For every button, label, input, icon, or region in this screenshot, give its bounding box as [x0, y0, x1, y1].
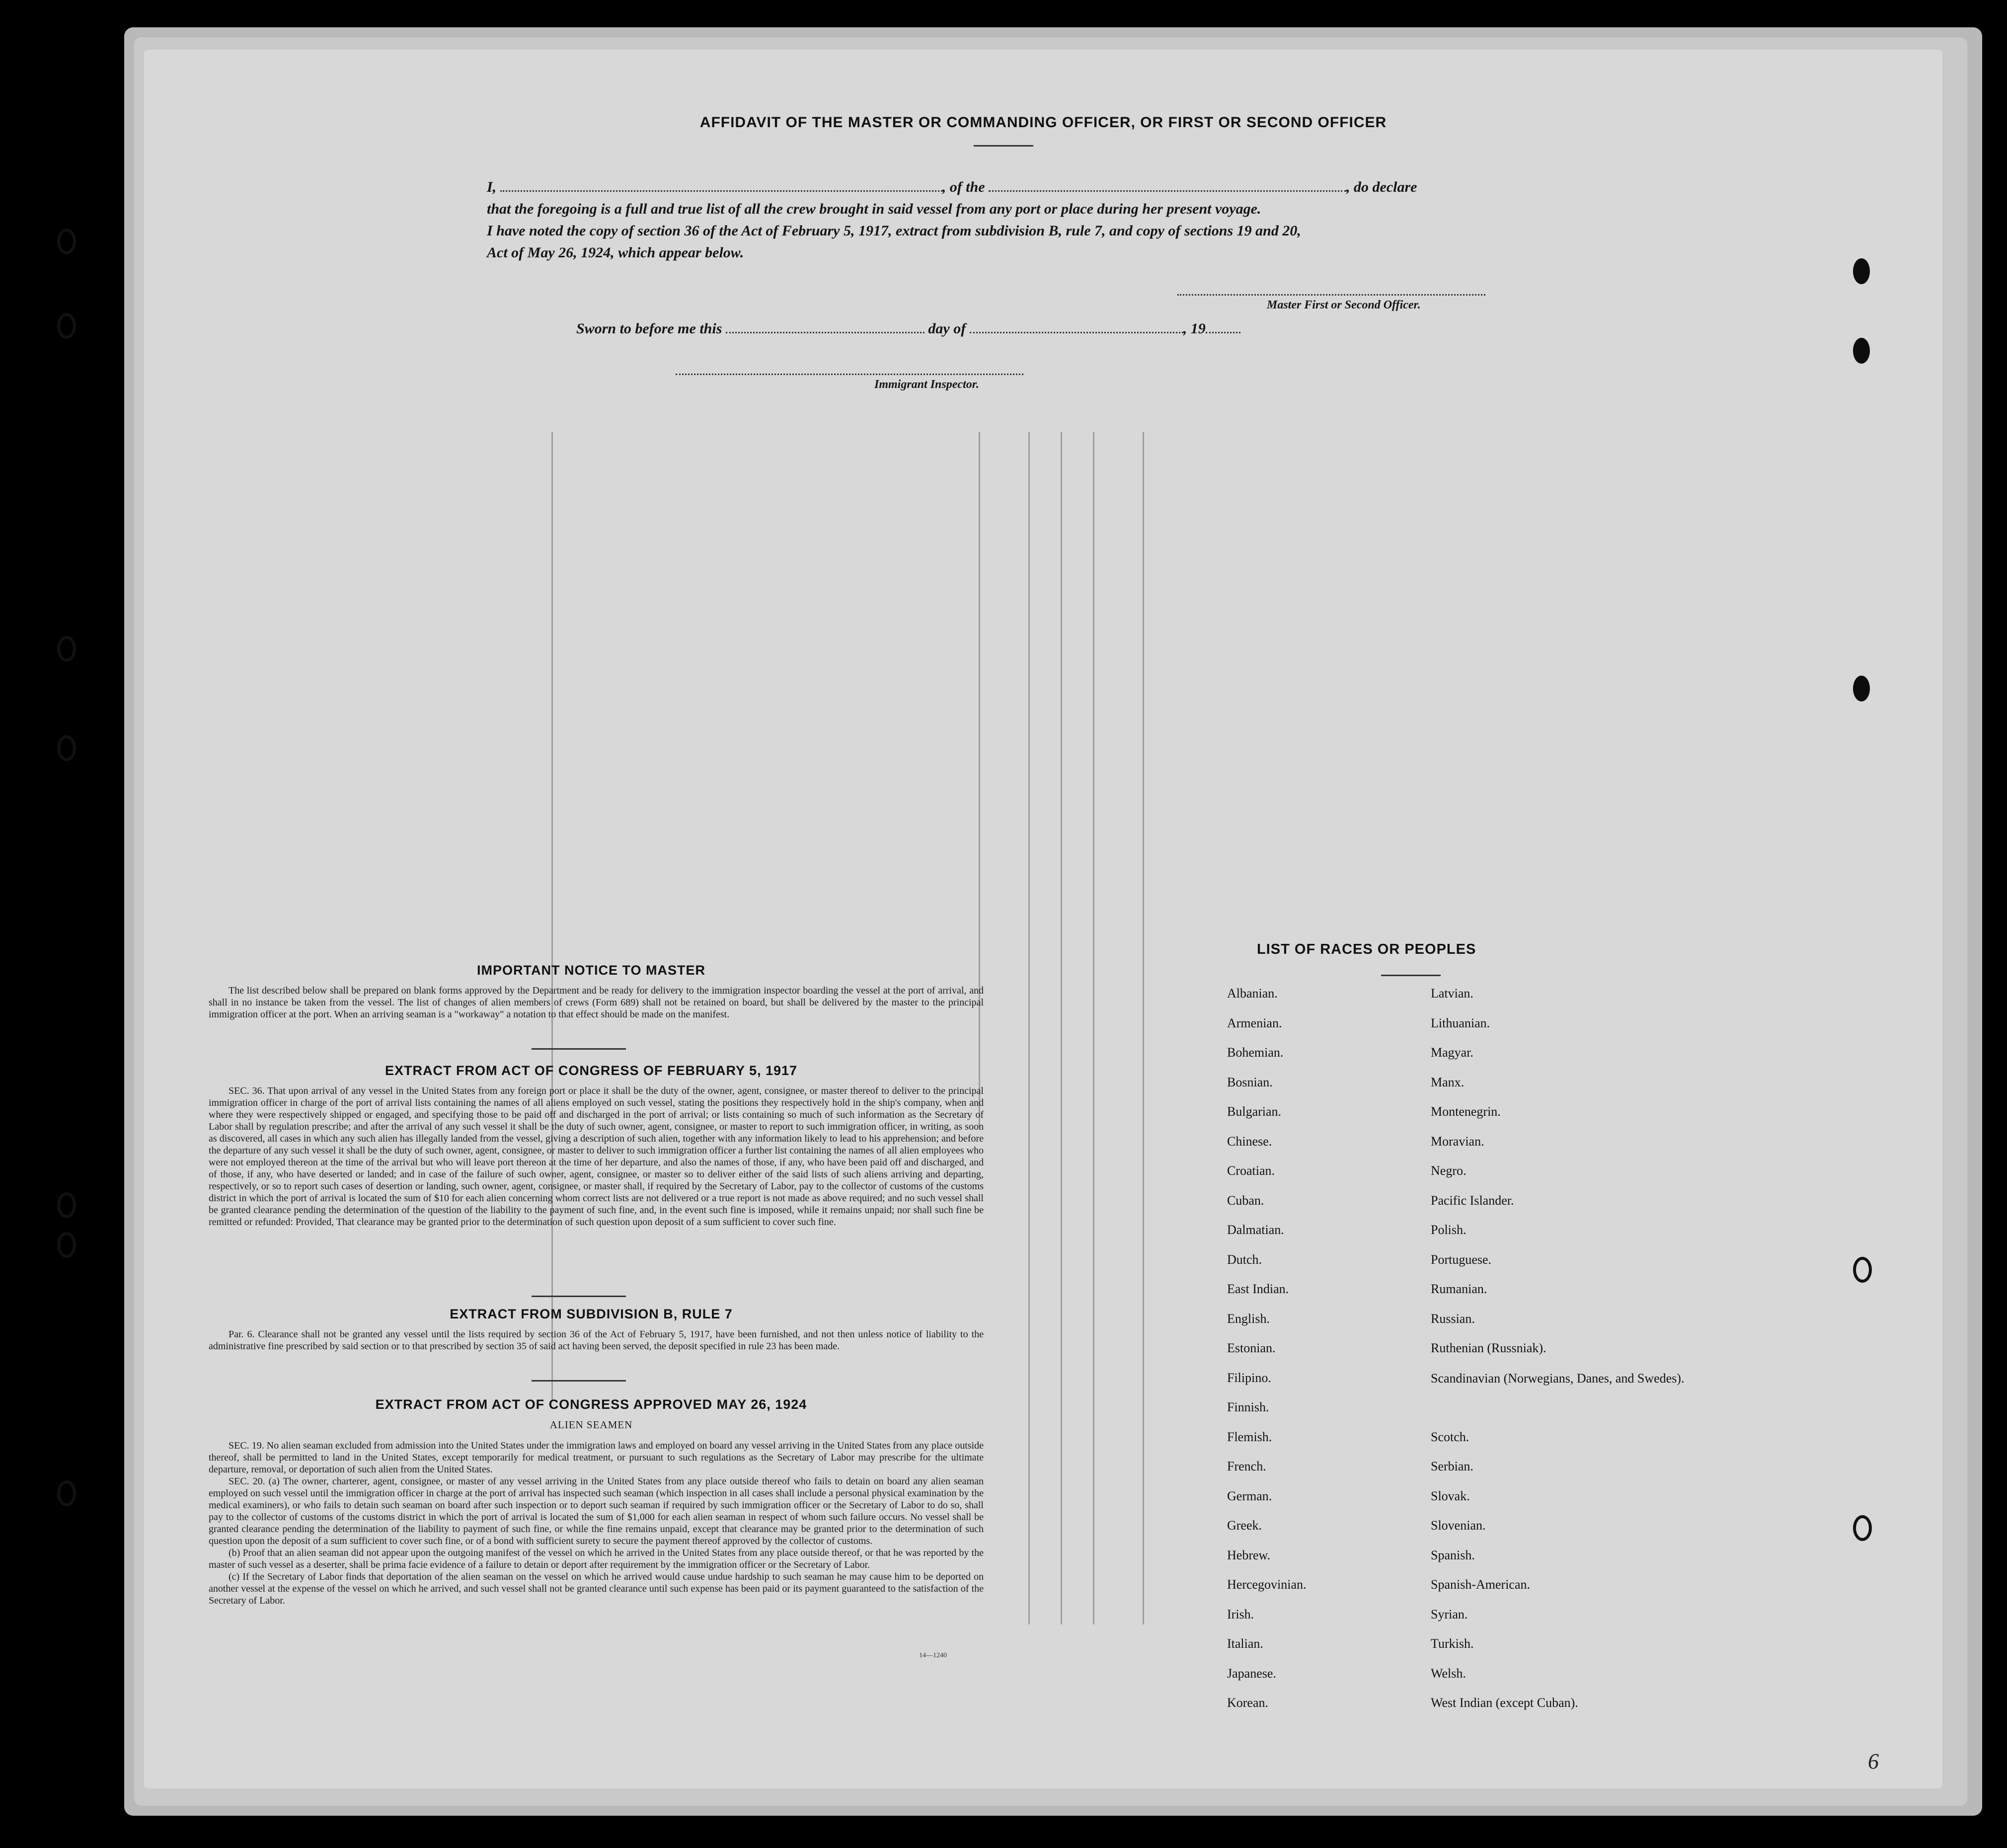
race-item: Armenian. [1227, 1015, 1282, 1030]
binder-hole [1853, 338, 1870, 364]
bleed-line [551, 432, 553, 1401]
declaration-line-4: Act of May 26, 1924, which appear below. [487, 244, 744, 261]
race-item: Bosnian. [1227, 1075, 1273, 1089]
race-item: Moravian. [1431, 1134, 1484, 1149]
race-item: Polish. [1431, 1223, 1467, 1237]
affidavit-declaration [487, 176, 1520, 264]
extract-rule7-title: EXTRACT FROM SUBDIVISION B, RULE 7 [450, 1307, 733, 1321]
race-item: Flemish. [1227, 1429, 1272, 1444]
extract-rule7-text: Par. 6. Clearance shall not be granted any vessel until the lists required by section 36 of the Act of February 5, 1917, have been furnished, and not then unless notice of liability to the administrative fine prescribed by said section or to that prescribed by section 35 of said act having been served, the deposit specified in rule 23 has been made. [209, 1329, 984, 1352]
race-item: Italian. [1227, 1636, 1263, 1651]
bleed-line [1028, 432, 1030, 1624]
race-item: Scotch. [1431, 1429, 1469, 1444]
race-item: Slovak. [1431, 1488, 1470, 1503]
races-column-2 [1431, 979, 1709, 1718]
declaration-line-3: I have noted the copy of section 36 of the Act of February 5, 1917, extract from subdivision B, rule 7, and copy of sections 19 and 20, [487, 223, 1301, 239]
race-item: Negro. [1431, 1163, 1467, 1178]
race-item: Croatian. [1227, 1163, 1275, 1178]
race-item: Montenegrin. [1431, 1104, 1501, 1119]
races-rule [1381, 975, 1441, 976]
race-item: Greek. [1227, 1518, 1262, 1533]
bleed-line [1061, 432, 1062, 1624]
races-title: LIST OF RACES OR PEOPLES [1257, 941, 1476, 957]
race-item: Filipino. [1227, 1370, 1271, 1385]
name-blank [500, 190, 942, 192]
race-item: Manx. [1431, 1075, 1465, 1089]
sworn-day-of: day of [928, 320, 966, 337]
race-item: Slovenian. [1431, 1518, 1486, 1533]
race-item: Bohemian. [1227, 1045, 1284, 1060]
bleed-line [1093, 432, 1094, 1624]
section-20c-text: (c) If the Secretary of Labor finds that deportation of the alien seaman on the vessel on which he arrived would cause undue hardship to such seaman he may cause him to be deported on another vessel at the expense of the vessel on which he arrived, and such vessel shall not be granted clearance until such expense has been paid or its payment guaranteed to the satisfaction of the Secretary of Labor. [209, 1571, 984, 1606]
left-binder-ring [57, 735, 76, 761]
race-item: German. [1227, 1488, 1272, 1503]
left-binder-ring [57, 1232, 76, 1258]
notice-text: The list described below shall be prepared on blank forms approved by the Department and be ready for delivery to the immigration inspector boarding the vessel at the port of arrival, and shall in no instance be taken from the vessel. The list of changes of alien members of crews (Form 689) shall not be retained on board, but shall be delivered by the master to the principal immigration officer at the port. When an arriving seaman is a "workaway" a notation to that effect should be made on the manifest. [209, 985, 984, 1020]
declaration-of-the: , of the [942, 179, 985, 195]
sworn-day-blank [726, 332, 925, 333]
left-binder-ring [57, 1192, 76, 1218]
binder-hole [1853, 258, 1870, 284]
bleed-line [1143, 432, 1144, 1624]
margin-page-mark: 6 [1868, 1749, 1879, 1773]
race-item: Chinese. [1227, 1134, 1272, 1149]
race-item: Magyar. [1431, 1045, 1473, 1060]
race-item: Spanish. [1431, 1547, 1475, 1562]
race-item: Japanese. [1227, 1666, 1276, 1681]
race-item: Portuguese. [1431, 1252, 1492, 1267]
declaration-declare: , do declare [1346, 179, 1417, 195]
race-item: Bulgarian. [1227, 1104, 1282, 1119]
vessel-blank [989, 190, 1346, 192]
race-item: Scandinavian (Norwegians, Danes, and Swedes). [1431, 1371, 1685, 1386]
sworn-year: , 19 [1183, 320, 1206, 337]
affidavit-title: AFFIDAVIT OF THE MASTER OR COMMANDING OFFICER, OR FIRST OR SECOND OFFICER [699, 114, 1387, 131]
inspector-signature-line [676, 374, 1023, 375]
race-item: Spanish-American. [1431, 1577, 1531, 1592]
master-signature-label: Master First or Second Officer. [1267, 299, 1421, 311]
section-20a-text: SEC. 20. (a) The owner, charterer, agent, consignee, or master of any vessel arriving in the United States from any place outside thereof who fails to detain on board any alien seaman employed on such vessel until the immigration officer in charge at the port of arrival has inspected such seaman (which inspection in all cases shall include a personal physical examination by the medical examiners), or who fails to detain such seaman on board after such inspection or to deport such seaman if required by such immigration officer or the Secretary of Labor to do so, shall pay to the collector of customs of the customs district in which the port of arrival is located the sum of $1,000 for each alien seaman in respect of whom such failure occurs. No vessel shall be granted clearance pending the determination of the liability to payment of such fine, or while the fine remains unpaid, except that clearance may be granted prior to the determination of such question upon the deposit of a sum sufficient to cover such fine, or of a bond with sufficient surety to secure the payment thereof approved by the collector of customs. [209, 1476, 984, 1546]
sworn-year-blank [1206, 332, 1240, 333]
race-item: East Indian. [1227, 1282, 1289, 1296]
form-number: 14—1240 [919, 1652, 947, 1659]
section-19-text: SEC. 19. No alien seaman excluded from admission into the United States under the immigration laws and employed on board any vessel arriving in the United States from any place outside thereof, shall be permitted to land in the United States, except temporarily for medical treatment, or pursuant to such regulations as the Secretary of Labor may prescribe for the ultimate departure, removal, or deportation of such alien from the United States. [209, 1440, 984, 1475]
race-item: Hercegovinian. [1227, 1577, 1307, 1592]
race-item: Russian. [1431, 1311, 1475, 1326]
declaration-line-2: that the foregoing is a full and true list of all the crew brought in said vessel from any port or place during her present voyage. [487, 201, 1261, 217]
race-item: Dutch. [1227, 1252, 1262, 1267]
left-binder-ring [57, 313, 76, 339]
race-item: Lithuanian. [1431, 1015, 1490, 1030]
sworn-label: Sworn to before me this [576, 320, 722, 337]
left-binder-ring [57, 1480, 76, 1506]
race-item: Welsh. [1431, 1666, 1466, 1681]
title-rule [974, 145, 1033, 147]
race-item: Rumanian. [1431, 1282, 1487, 1296]
sworn-month-blank [970, 332, 1183, 333]
race-item: Estonian. [1227, 1341, 1276, 1355]
race-item: Cuban. [1227, 1193, 1264, 1208]
inspector-label: Immigrant Inspector. [874, 378, 979, 391]
race-item: Irish. [1227, 1607, 1254, 1621]
document-page [144, 50, 1942, 1788]
section-rule [532, 1296, 626, 1297]
races-column-1 [1227, 979, 1416, 1718]
race-item: English. [1227, 1311, 1270, 1326]
extract-1924-title: EXTRACT FROM ACT OF CONGRESS APPROVED MAY 26, 1924 [375, 1397, 807, 1412]
sworn-line [576, 318, 1240, 340]
race-item: Korean. [1227, 1695, 1269, 1710]
race-item: Albanian. [1227, 986, 1278, 1001]
bleed-through-row [641, 407, 650, 424]
left-binder-ring [57, 229, 76, 254]
bleed-line [979, 432, 980, 1128]
master-signature-line [1177, 294, 1485, 296]
section-rule [532, 1048, 626, 1050]
declaration-i: I, [487, 179, 497, 195]
extract-1917-title: EXTRACT FROM ACT OF CONGRESS OF FEBRUARY 5, 1917 [385, 1063, 798, 1078]
extract-1917-text: SEC. 36. That upon arrival of any vessel in the United States from any foreign port or place it shall be the duty of the owner, agent, consignee, or master thereof to deliver to the principal immigration officer in charge of the port of arrival lists containing the names of all aliens employed on such vessel, stating the positions they respectively hold in the ship's company, when and where they were respectively shipped or engaged, and specifying those to be paid off and discharged in the port of arrival; or lists containing so much of such information as the Secretary of Labor shall by regulation prescribe; and after the arrival of any such vessel it shall be the duty of such owner, agent, consignee, or master to report to such immigration officer, in writing, as soon as discovered, all cases in which any such alien has illegally landed from the vessel, giving a description of such alien, together with any information likely to lead to his apprehension; and before the departure of any such vessel it shall be the duty of such owner, agent, consignee, or master to deliver to such immigration officer a further list containing the names of all alien employees who were not employed thereon at the time of the arrival but who will leave port thereon at the time of her departure, and also the names of those, if any, who have been paid off and discharged, and of those, if any, who have deserted or landed; and in case of the failure of such owner, agent, consignee, or master so to deliver either of the said lists of such aliens arriving and departing, respectively, or so to report such cases of desertion or landing, such owner, agent, consignee, or master shall, if required by the Secretary of Labor, pay to the collector of customs of the customs district in which the port of arrival is located the sum of $10 for each alien concerning whom correct lists are not delivered or a true report is not made as above required; and no such vessel shall be granted clearance pending the determination of the question of the liability to the payment of such fine, and, in the event such fine is imposed, while it remains unpaid; nor shall such fine be remitted or refunded: Provided, That clearance may be granted prior to the determination of such question upon deposit of a sum sufficient to cover such fine. [209, 1085, 984, 1228]
left-binder-ring [57, 636, 76, 662]
race-item: Pacific Islander. [1431, 1193, 1514, 1208]
binder-ring-hole [1853, 1257, 1872, 1283]
race-item: French. [1227, 1459, 1266, 1473]
binder-hole [1853, 676, 1870, 701]
binder-ring-hole [1853, 1515, 1872, 1541]
race-item: Hebrew. [1227, 1547, 1271, 1562]
race-item: Ruthenian (Russniak). [1431, 1341, 1546, 1355]
notice-title: IMPORTANT NOTICE TO MASTER [477, 963, 705, 978]
section-rule [532, 1380, 626, 1382]
race-item: Latvian. [1431, 986, 1473, 1001]
race-item: Syrian. [1431, 1607, 1468, 1621]
race-item: Dalmatian. [1227, 1223, 1284, 1237]
race-item: Finnish. [1227, 1400, 1269, 1414]
section-20b-text: (b) Proof that an alien seaman did not appear upon the outgoing manifest of the vessel on which he arrived in the United States from any place outside thereof, or that he was reported by the master of such vessel as a deserter, shall be prima facie evidence of a failure to detain or deport after requirement by the immigration officer or the Secretary of Labor. [209, 1547, 984, 1570]
extract-1924-body [209, 1440, 984, 1607]
race-item: Serbian. [1431, 1459, 1473, 1473]
race-item: West Indian (except Cuban). [1431, 1695, 1578, 1710]
race-item: Turkish. [1431, 1636, 1474, 1651]
extract-1924-subtitle: ALIEN SEAMEN [549, 1419, 633, 1431]
